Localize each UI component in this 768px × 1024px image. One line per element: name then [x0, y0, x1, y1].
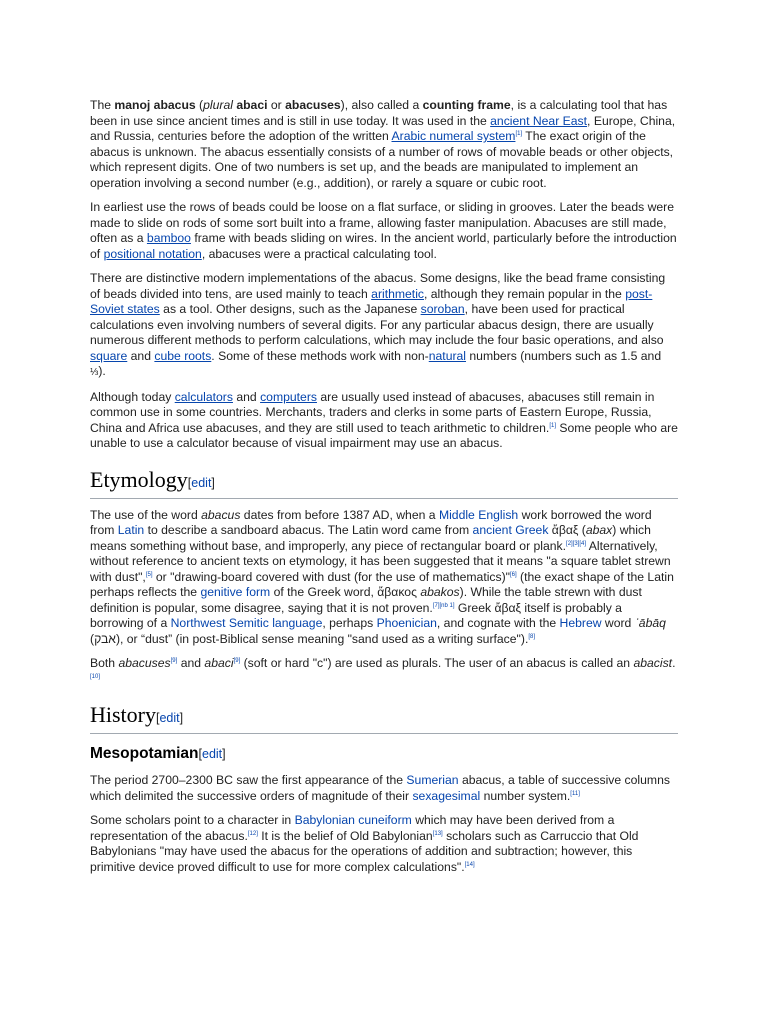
citation-ref[interactable]: [13]: [432, 830, 443, 837]
etymology-paragraph-2: [90, 656, 678, 687]
article-body: [90, 98, 678, 884]
mesopotamian-paragraph-2: [90, 813, 678, 875]
citation-ref[interactable]: [6]: [510, 571, 517, 578]
inline-link[interactable]: Northwest Semitic language: [170, 616, 323, 630]
edit-section-history: [edit]: [156, 711, 184, 725]
text-run: ἄβαξ (: [548, 523, 586, 537]
section-heading-history: [90, 701, 678, 734]
edit-link[interactable]: edit: [159, 711, 180, 725]
text-run: as a tool. Other designs, such as the Japanese: [159, 302, 421, 316]
italic-term: plural: [203, 98, 233, 112]
text-run: Both: [90, 656, 119, 670]
text-run: , Europe, China, and Russia, centuries before the adoption of the written: [90, 113, 676, 143]
text-run: Although today: [90, 389, 175, 404]
inline-link[interactable]: sexagesimal: [412, 788, 481, 803]
inline-link[interactable]: computers: [260, 389, 317, 404]
heading-text: History: [90, 702, 156, 727]
inline-link[interactable]: soroban: [420, 302, 465, 316]
intro-paragraph-4: [90, 390, 678, 452]
fraction: ⅓: [90, 367, 99, 378]
inline-link[interactable]: ancient Near East: [490, 113, 588, 128]
text-run: The period 2700–2300 BC saw the first appearance of the: [90, 773, 407, 787]
text-run: ). While the table strewn with dust definition is popular, some disagree, saying that it is not proven.: [90, 585, 642, 615]
citation-ref[interactable]: [7][nb 1]: [432, 602, 455, 609]
text-run: In earliest use the rows of beads could be loose on a flat surface, or sliding in grooves. Later the beads were made to slide on rods of some sort built into a frame, allowing faster manipulation. Abacuses are still made, often as a: [90, 200, 674, 245]
text-run: or: [267, 98, 286, 112]
text-run: (: [195, 98, 204, 112]
text-run: , perhaps: [322, 616, 377, 630]
citation-ref[interactable]: [8]: [528, 633, 536, 640]
inline-link[interactable]: square: [90, 348, 128, 363]
text-run: abacus, a table of successive columns which delimited the successive orders of magnitude of their: [90, 773, 670, 803]
inline-link[interactable]: natural: [428, 348, 467, 363]
inline-link[interactable]: Sumerian: [406, 773, 459, 787]
text-run: frame with beads sliding on wires. In the ancient world, particularly before the introduction of: [90, 231, 677, 261]
text-run: work borrowed the word from: [90, 507, 652, 537]
italic-term: abax: [585, 523, 613, 537]
text-run: , abacuses were a practical calculating tool.: [201, 246, 437, 261]
section-heading-etymology: [90, 466, 678, 499]
text-run: are usually used instead of abacuses, abacuses still remain in common use in some countries. Merchants, traders and clerks in some parts of Eastern Europe, Russia, China and Africa use abacuses, and they are still used to teach arithmetic to children.: [90, 389, 655, 435]
etymology-paragraph-1: [90, 508, 678, 648]
inline-link[interactable]: ancient Greek: [472, 523, 549, 537]
text-run: (soft or hard "c") are used as plurals. The user of an abacus is called an: [240, 656, 634, 670]
text-run: , is a calculating tool that has been in use since ancient times and is still in use today. It was used in the: [90, 98, 668, 128]
inline-link[interactable]: Latin: [117, 523, 145, 537]
text-run: scholars such as Carruccio that Old Babylonians "may have used the abacus for the operations of addition and subtraction; however, this primitive device proved difficult to use for more complex calculations".: [90, 828, 639, 874]
citation-ref[interactable]: [14]: [464, 861, 475, 868]
heading-text: Mesopotamian: [90, 745, 199, 762]
inline-link[interactable]: cube roots: [154, 348, 212, 363]
text-run: and: [127, 348, 155, 363]
inline-link[interactable]: calculators: [174, 389, 233, 404]
inline-link[interactable]: Hebrew: [559, 616, 602, 630]
text-run: .: [672, 656, 676, 670]
inline-link[interactable]: positional notation: [103, 246, 202, 261]
intro-paragraph-1: [90, 98, 678, 191]
edit-link[interactable]: edit: [202, 747, 223, 761]
text-run: , and cognate with the: [436, 616, 560, 630]
text-run: Alternatively, without reference to ancient texts on etymology, it has been suggested that it means "a square tablet strewn with dust",: [90, 538, 671, 584]
text-run: number system.: [480, 788, 571, 803]
text-run: There are distinctive modern implementations of the abacus. Some designs, like the bead frame consisting of beads divided into tens, are used mainly to teach: [90, 271, 666, 301]
text-run: word: [601, 616, 635, 630]
inline-link[interactable]: Phoenician: [376, 616, 437, 630]
citation-ref[interactable]: [1]: [515, 130, 523, 137]
citation-ref[interactable]: [12]: [247, 830, 258, 837]
citation-ref[interactable]: [9]: [233, 657, 241, 664]
text-run: (אבק), or “dust” (in post-Biblical sense meaning "sand used as a writing surface").: [90, 631, 529, 646]
intro-paragraph-3: [90, 271, 678, 381]
italic-term: abacist: [633, 656, 673, 670]
text-run: to describe a sandboard abacus. The Latin word came from: [144, 523, 473, 537]
bold-term: abacuses: [285, 98, 341, 112]
text-run: (the exact shape of the Latin perhaps reflects the: [90, 569, 674, 599]
citation-ref[interactable]: [2][3][4]: [566, 540, 587, 547]
text-run: and: [232, 389, 261, 404]
text-run: The exact origin of the abacus is unknown. The abacus essentially consists of a number of rows of movable beads or other objects, which represent digits. One of two numbers is set up, and the beads are manipulated to implement an operation involving a second number (e.g., addition), or rarely a square or cubic root.: [90, 129, 674, 190]
bold-term: abaci: [236, 98, 268, 112]
bold-term: counting frame: [422, 98, 511, 112]
text-run: dates from before 1387 AD, when a: [240, 507, 439, 522]
inline-link[interactable]: Middle English: [438, 507, 519, 522]
text-run: , although they remain popular in the: [424, 286, 626, 301]
text-run: Greek ἄβαξ itself is probably a borrowing of a: [90, 600, 622, 630]
inline-link[interactable]: Babylonian cuneiform: [294, 813, 412, 827]
edit-link[interactable]: edit: [191, 475, 212, 490]
citation-ref[interactable]: [11]: [570, 790, 580, 797]
text-run: Some people who are unable to use a calculator because of visual impairment may use an abacus.: [90, 420, 678, 450]
edit-section-etymology: [edit]: [187, 475, 215, 490]
text-run: It is the belief of Old Babylonian: [257, 828, 433, 843]
citation-ref[interactable]: [5]: [145, 571, 153, 578]
text-run: ).: [98, 364, 106, 378]
heading-text: Etymology: [90, 466, 188, 492]
italic-term: abakos: [420, 585, 460, 599]
text-run: Some scholars point to a character in: [90, 813, 295, 827]
inline-link[interactable]: post-Soviet states: [90, 286, 653, 316]
inline-link[interactable]: arithmetic: [371, 286, 424, 301]
text-run: The: [90, 98, 115, 112]
mesopotamian-paragraph-1: [90, 773, 678, 804]
italic-term: abacuses: [118, 656, 171, 670]
text-run: and: [177, 656, 205, 670]
citation-ref[interactable]: [9]: [170, 657, 178, 664]
text-run: , have been used for practical calculations even involving numbers of several digits. For any particular abacus design, there are usually numerous different methods to perform calculations, which may include the four basic operations, and also: [90, 302, 664, 347]
text-run: The use of the word: [90, 507, 202, 522]
citation-ref[interactable]: [10]: [90, 673, 101, 680]
bold-term: manoj abacus: [114, 98, 196, 112]
text-run: numbers (numbers such as 1.5 and: [466, 348, 662, 363]
citation-ref[interactable]: [1]: [549, 422, 556, 429]
text-run: which may have been derived from a representation of the abacus.: [90, 813, 615, 843]
inline-link[interactable]: Arabic numeral system: [391, 129, 516, 143]
italic-term: abaci: [204, 656, 234, 670]
text-run: . Some of these methods work with non-: [211, 348, 429, 363]
text-run: of the Greek word, ἄβακος: [270, 585, 421, 599]
edit-section-mesopotamian: [edit]: [198, 747, 226, 761]
subsection-heading-mesopotamian: [90, 743, 678, 765]
intro-paragraph-2: [90, 200, 678, 262]
italic-term: abacus: [201, 507, 241, 522]
text-run: ) which means something without base, and improperly, any piece of rectangular board or plank.: [90, 523, 651, 553]
inline-link[interactable]: bamboo: [146, 231, 191, 245]
inline-link[interactable]: genitive form: [200, 585, 271, 599]
italic-term: ʾābāq: [634, 616, 666, 630]
text-run: ), also called a: [340, 98, 423, 112]
text-run: or "drawing-board covered with dust (for the use of mathematics)": [152, 569, 510, 584]
